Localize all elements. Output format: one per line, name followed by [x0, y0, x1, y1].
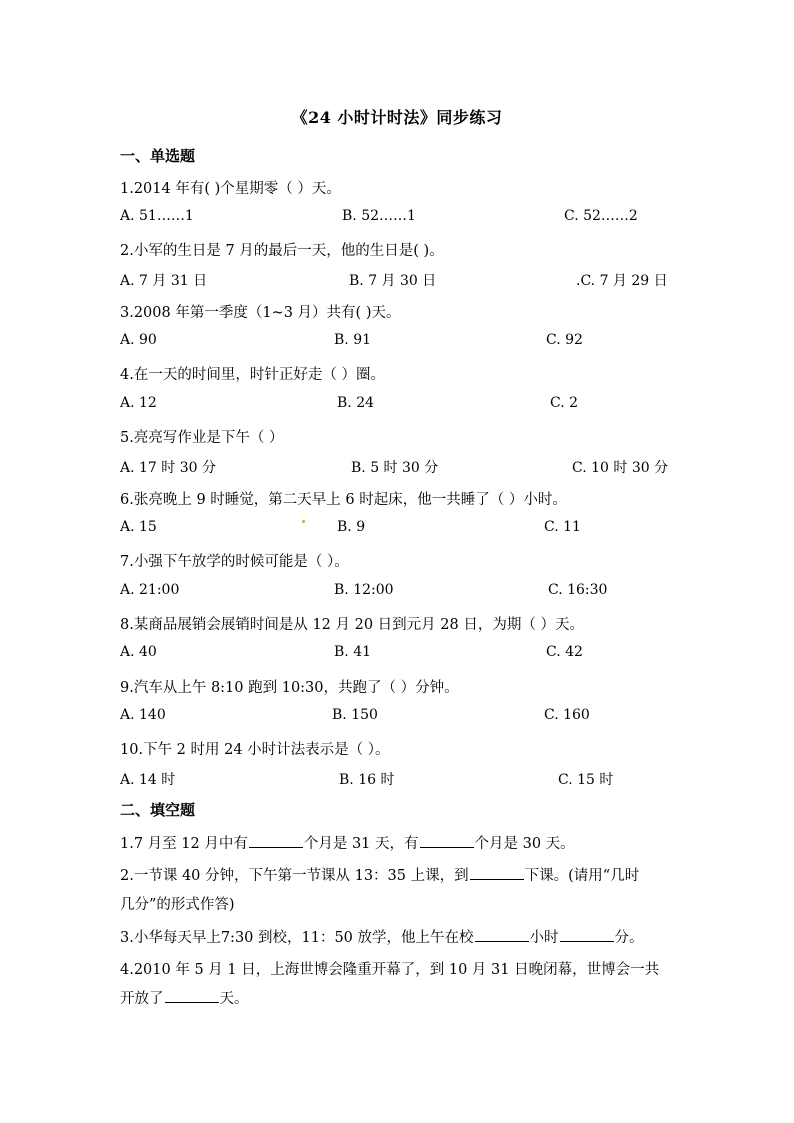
question-5: 5.亮亮写作业是下午（ ） [120, 430, 284, 446]
question-4-option-c: C. 2 [550, 395, 579, 411]
fill-4-text-b: 开放了 [120, 991, 164, 1007]
question-3-option-c: C. 92 [546, 332, 583, 348]
question-9: 9.汽车从上午 8:10 跑到 10:30，共跑了（ ）分钟。 [120, 680, 459, 696]
question-5-option-c: C. 10 时 30 分 [572, 460, 669, 476]
question-7-option-b: B. 12:00 [334, 582, 394, 598]
fill-2-text-b: 下课。(请用“几时 [524, 868, 640, 884]
question-1-option-c: C. 52……2 [564, 208, 638, 224]
question-1-option-a: A. 51……1 [120, 208, 194, 224]
fill-question-2-continued: 几分”的形式作答) [120, 897, 235, 913]
page-title: 《24 小时计时法》同步练习 [291, 108, 503, 127]
question-2-option-b: B. 7 月 30 日 [349, 273, 437, 289]
question-8-option-b: B. 41 [334, 644, 372, 660]
question-7-option-a: A. 21:00 [120, 582, 180, 598]
fill-4-text-c: 天。 [219, 991, 249, 1007]
stray-dot [302, 520, 305, 523]
fill-1-blank-1 [249, 833, 303, 848]
question-3-option-b: B. 91 [334, 332, 372, 348]
section-heading-fill-blank: 二、填空题 [120, 801, 196, 819]
fill-1-blank-2 [420, 833, 474, 848]
question-1: 1.2014 年有( )个星期零（ ）天。 [120, 181, 341, 197]
question-4-option-a: A. 12 [120, 395, 157, 411]
fill-2-text-a: 2.一节课 40 分钟，下午第一节课从 13：35 上课，到 [120, 868, 469, 884]
question-1-option-b: B. 52……1 [342, 208, 416, 224]
question-5-option-a: A. 17 时 30 分 [120, 460, 216, 476]
fill-3-text-c: 分。 [614, 930, 644, 946]
fill-2-blank-1 [470, 865, 524, 880]
question-5-option-b: B. 5 时 30 分 [351, 460, 439, 476]
question-4: 4.在一天的时间里，时针正好走（ ）圈。 [120, 367, 385, 383]
fill-3-blank-2 [560, 927, 614, 942]
question-6-option-c: C. 11 [544, 519, 581, 535]
question-8: 8.某商品展销会展销时间是从 12 月 20 日到元月 28 日，为期（ ）天。 [120, 617, 584, 633]
fill-question-3 [120, 926, 644, 947]
fill-question-4: 4.2010 年 5 月 1 日，上海世博会隆重开幕了，到 10 月 31 日晚闭幕，世博会一共 [120, 962, 660, 978]
question-9-option-c: C. 160 [544, 707, 590, 723]
question-6: 6.张亮晚上 9 时睡觉，第二天早上 6 时起床，他一共睡了（ ）小时。 [120, 492, 567, 508]
fill-3-blank-1 [475, 927, 529, 942]
fill-1-text-a: 1.7 月至 12 月中有 [120, 836, 248, 852]
fill-1-text-c: 个月是 30 天。 [474, 836, 575, 852]
question-10: 10.下午 2 时用 24 小时计法表示是（ ）。 [120, 742, 390, 758]
fill-4-blank-1 [165, 988, 219, 1003]
question-2-option-a: A. 7 月 31 日 [120, 273, 208, 289]
question-3: 3.2008 年第一季度（1~3 月）共有( )天。 [120, 305, 401, 321]
question-7: 7.小强下午放学的时候可能是（ ）。 [120, 554, 349, 570]
question-10-option-b: B. 16 时 [339, 772, 395, 788]
question-8-option-a: A. 40 [120, 644, 157, 660]
question-6-option-a: A. 15 [120, 519, 157, 535]
question-4-option-b: B. 24 [337, 395, 375, 411]
question-2-option-c: .C. 7 月 29 日 [576, 273, 668, 289]
question-6-option-b: B. 9 [337, 519, 366, 535]
fill-1-text-b: 个月是 31 天，有 [303, 836, 419, 852]
fill-question-4-continued [120, 987, 249, 1008]
section-heading-single-choice: 一、单选题 [120, 147, 196, 165]
question-9-option-a: A. 140 [120, 707, 166, 723]
question-3-option-a: A. 90 [120, 332, 157, 348]
question-2: 2.小军的生日是 7 月的最后一天，他的生日是( )。 [120, 243, 444, 259]
fill-3-text-b: 小时 [529, 930, 559, 946]
question-7-option-c: C. 16:30 [548, 582, 608, 598]
fill-question-2 [120, 864, 639, 885]
question-9-option-b: B. 150 [332, 707, 378, 723]
question-10-option-c: C. 15 时 [558, 772, 614, 788]
question-8-option-c: C. 42 [546, 644, 583, 660]
fill-question-1 [120, 832, 575, 853]
question-10-option-a: A. 14 时 [120, 772, 176, 788]
fill-3-text-a: 3.小华每天早上7:30 到校，11：50 放学，他上午在校 [120, 930, 474, 946]
